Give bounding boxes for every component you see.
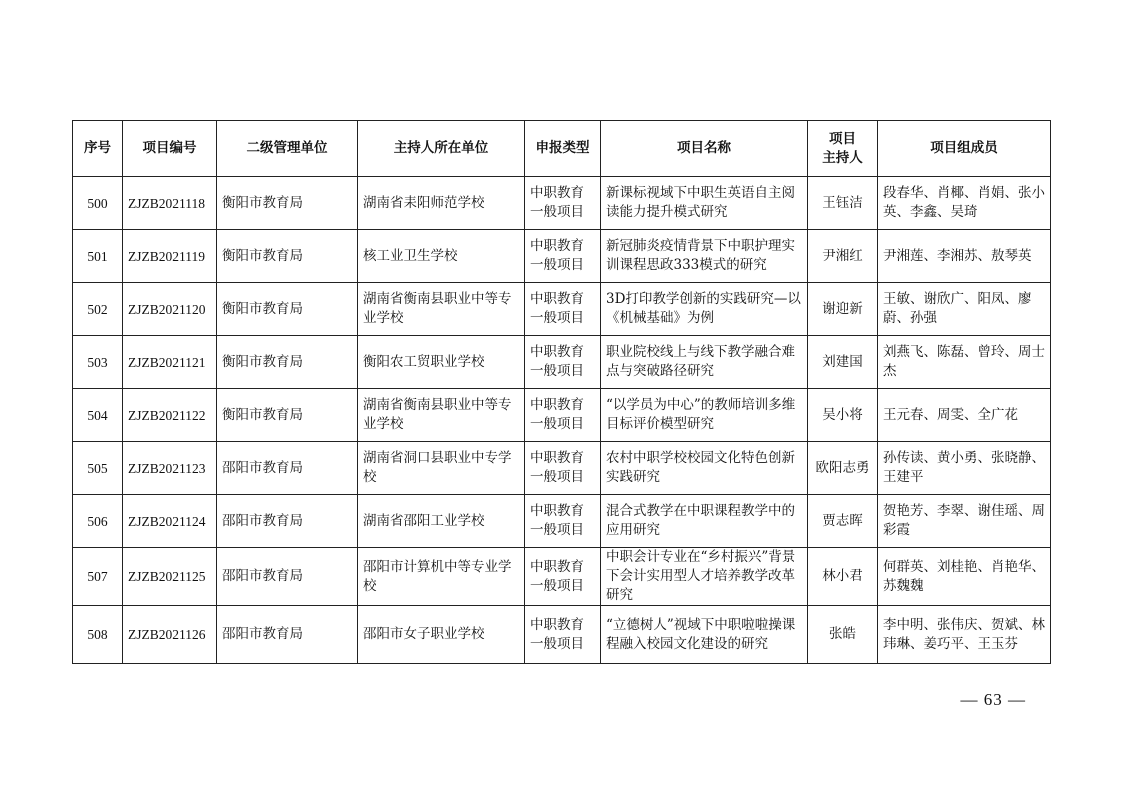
cell-host: 刘建国 <box>808 336 878 389</box>
cell-type: 中职教育一般项目 <box>525 389 601 442</box>
cell-unit: 衡阳市教育局 <box>217 177 358 230</box>
cell-host-org: 湖南省邵阳工业学校 <box>358 495 525 548</box>
cell-seq: 502 <box>73 283 123 336</box>
cell-name: “以学员为中心”的教师培训多维目标评价模型研究 <box>601 389 808 442</box>
cell-seq: 506 <box>73 495 123 548</box>
cell-seq: 501 <box>73 230 123 283</box>
cell-type: 中职教育一般项目 <box>525 548 601 606</box>
table-header-row <box>73 121 1051 177</box>
cell-host: 尹湘红 <box>808 230 878 283</box>
cell-members: 王敏、谢欣广、阳凤、廖蔚、孙强 <box>878 283 1051 336</box>
cell-host-org: 湖南省衡南县职业中等专业学校 <box>358 283 525 336</box>
cell-type: 中职教育一般项目 <box>525 495 601 548</box>
cell-seq: 505 <box>73 442 123 495</box>
cell-host: 欧阳志勇 <box>808 442 878 495</box>
cell-seq: 507 <box>73 548 123 606</box>
cell-members: 尹湘莲、李湘苏、敖琴英 <box>878 230 1051 283</box>
cell-unit: 衡阳市教育局 <box>217 389 358 442</box>
table-row <box>73 283 1051 336</box>
cell-code: ZJZB2021118 <box>123 177 217 230</box>
cell-name: 3D打印教学创新的实践研究—以《机械基础》为例 <box>601 283 808 336</box>
cell-unit: 衡阳市教育局 <box>217 283 358 336</box>
header-host <box>808 121 878 177</box>
cell-type: 中职教育一般项目 <box>525 442 601 495</box>
table-row <box>73 336 1051 389</box>
cell-host-org: 湖南省衡南县职业中等专业学校 <box>358 389 525 442</box>
cell-seq: 503 <box>73 336 123 389</box>
cell-seq: 500 <box>73 177 123 230</box>
cell-name: 新冠肺炎疫情背景下中职护理实训课程思政333模式的研究 <box>601 230 808 283</box>
cell-type: 中职教育一般项目 <box>525 230 601 283</box>
cell-members: 王元春、周雯、全广花 <box>878 389 1051 442</box>
cell-type: 中职教育一般项目 <box>525 283 601 336</box>
cell-seq: 504 <box>73 389 123 442</box>
cell-code: ZJZB2021126 <box>123 606 217 664</box>
cell-name: 新课标视域下中职生英语自主阅读能力提升模式研究 <box>601 177 808 230</box>
cell-host-org: 核工业卫生学校 <box>358 230 525 283</box>
header-host-org: 主持人所在单位 <box>358 121 525 177</box>
cell-members: 刘燕飞、陈磊、曾玲、周士杰 <box>878 336 1051 389</box>
cell-host-org: 邵阳市计算机中等专业学校 <box>358 548 525 606</box>
cell-host: 谢迎新 <box>808 283 878 336</box>
table-row <box>73 230 1051 283</box>
cell-host: 张皓 <box>808 606 878 664</box>
cell-host: 贾志晖 <box>808 495 878 548</box>
header-host-line2: 主持人 <box>822 149 863 166</box>
cell-name: 农村中职学校校园文化特色创新实践研究 <box>601 442 808 495</box>
table-body <box>73 177 1051 664</box>
cell-code: ZJZB2021122 <box>123 389 217 442</box>
cell-name: “立德树人”视域下中职啦啦操课程融入校园文化建设的研究 <box>601 606 808 664</box>
cell-unit: 邵阳市教育局 <box>217 606 358 664</box>
table-row <box>73 389 1051 442</box>
cell-host: 吴小将 <box>808 389 878 442</box>
cell-code: ZJZB2021120 <box>123 283 217 336</box>
header-members: 项目组成员 <box>878 121 1051 177</box>
header-unit: 二级管理单位 <box>217 121 358 177</box>
cell-unit: 邵阳市教育局 <box>217 548 358 606</box>
project-table <box>72 120 1051 664</box>
cell-host-org: 湖南省耒阳师范学校 <box>358 177 525 230</box>
cell-unit: 衡阳市教育局 <box>217 230 358 283</box>
table-row <box>73 495 1051 548</box>
header-code: 项目编号 <box>123 121 217 177</box>
cell-members: 孙传读、黄小勇、张晓静、王建平 <box>878 442 1051 495</box>
header-host-line1: 项目 <box>829 130 856 147</box>
cell-code: ZJZB2021121 <box>123 336 217 389</box>
cell-type: 中职教育一般项目 <box>525 606 601 664</box>
cell-code: ZJZB2021123 <box>123 442 217 495</box>
table-row <box>73 548 1051 606</box>
cell-host: 王钰洁 <box>808 177 878 230</box>
cell-host-org: 邵阳市女子职业学校 <box>358 606 525 664</box>
cell-name: 职业院校线上与线下教学融合难点与突破路径研究 <box>601 336 808 389</box>
cell-seq: 508 <box>73 606 123 664</box>
cell-members: 贺艳芳、李翠、谢佳瑶、周彩霞 <box>878 495 1051 548</box>
cell-members: 段春华、肖椰、肖娟、张小英、李鑫、吴琦 <box>878 177 1051 230</box>
cell-name: 中职会计专业在“乡村振兴”背景下会计实用型人才培养教学改革研究 <box>601 548 808 606</box>
table-row <box>73 177 1051 230</box>
cell-code: ZJZB2021124 <box>123 495 217 548</box>
header-name: 项目名称 <box>601 121 808 177</box>
cell-name: 混合式教学在中职课程教学中的应用研究 <box>601 495 808 548</box>
table-row <box>73 606 1051 664</box>
cell-unit: 衡阳市教育局 <box>217 336 358 389</box>
cell-type: 中职教育一般项目 <box>525 336 601 389</box>
cell-host-org: 衡阳农工贸职业学校 <box>358 336 525 389</box>
header-seq: 序号 <box>73 121 123 177</box>
cell-code: ZJZB2021119 <box>123 230 217 283</box>
cell-type: 中职教育一般项目 <box>525 177 601 230</box>
header-type: 申报类型 <box>525 121 601 177</box>
table-row <box>73 442 1051 495</box>
cell-host: 林小君 <box>808 548 878 606</box>
cell-code: ZJZB2021125 <box>123 548 217 606</box>
cell-unit: 邵阳市教育局 <box>217 442 358 495</box>
cell-members: 李中明、张伟庆、贺斌、林玮琳、姜巧平、王玉芬 <box>878 606 1051 664</box>
cell-host-org: 湖南省洞口县职业中专学校 <box>358 442 525 495</box>
cell-unit: 邵阳市教育局 <box>217 495 358 548</box>
page-number: — 63 — <box>960 690 1026 709</box>
cell-members: 何群英、刘桂艳、肖艳华、苏魏魏 <box>878 548 1051 606</box>
